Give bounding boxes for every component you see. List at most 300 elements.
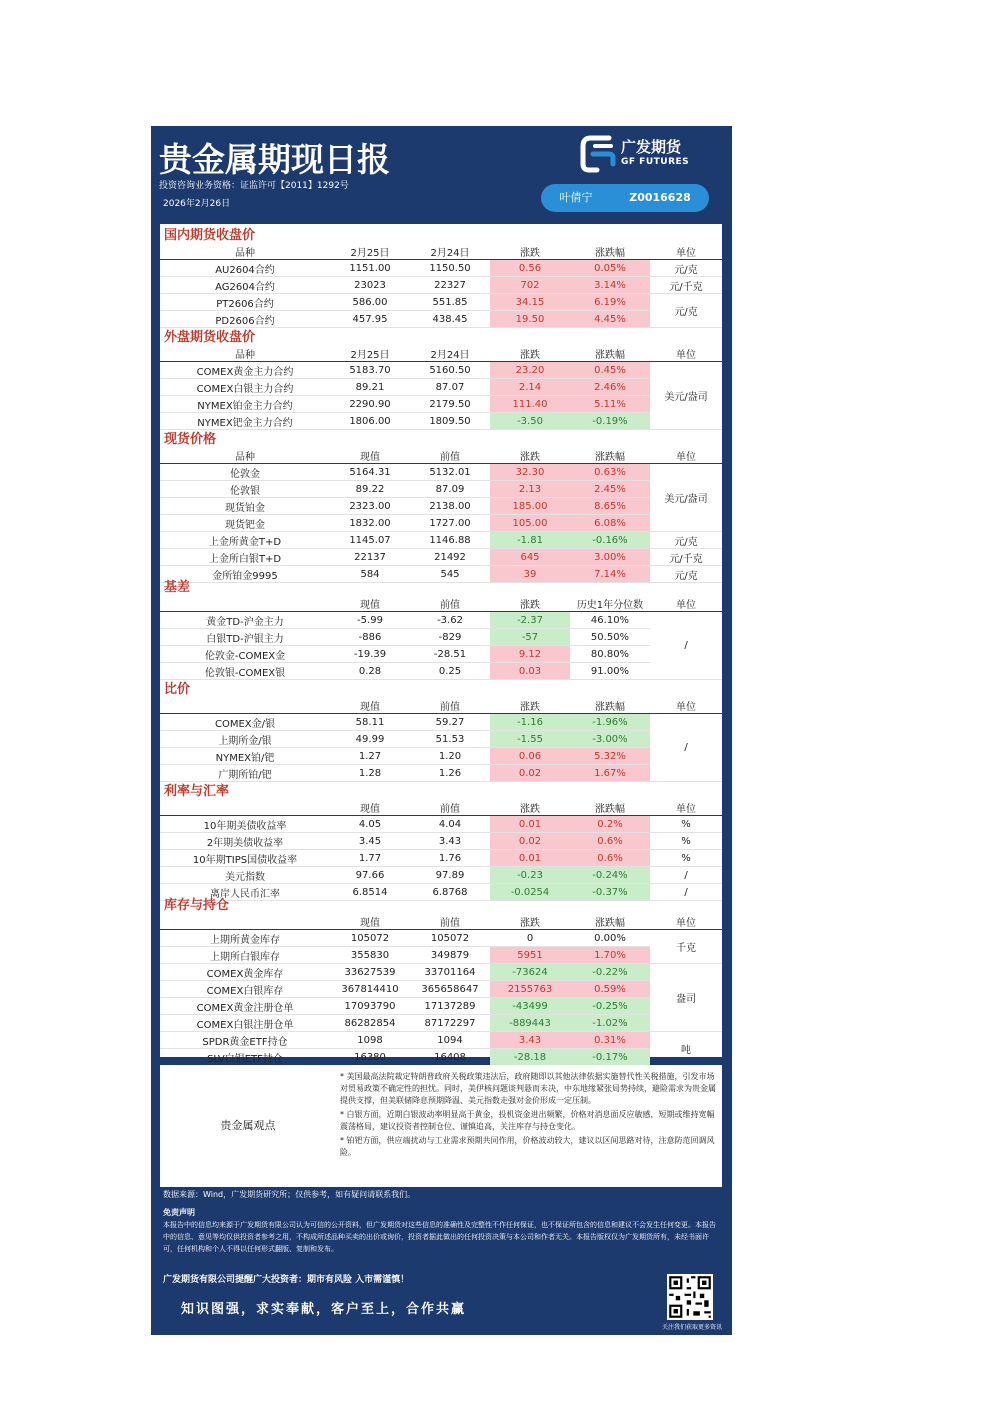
cell-value: -1.16 [490,714,570,731]
table-row [160,1015,722,1032]
cell-value: 0.01 [490,816,570,833]
cell-value: 1098 [330,1032,410,1049]
column-header: 品种 [160,448,330,464]
cell-value: 58.11 [330,714,410,731]
cell-value: 1.67% [570,765,650,782]
cell-value: -0.17% [570,1049,650,1066]
row-label: COMEX白银注册仓单 [160,1015,330,1032]
table-row [160,816,722,833]
table-header-row [160,448,722,464]
row-label: 伦敦金 [160,464,330,481]
cell-value: 2155763 [490,981,570,998]
unit-cell: % [650,833,722,850]
column-header: 涨跌 [490,244,570,260]
unit-cell: % [650,850,722,867]
cell-value: -0.37% [570,884,650,901]
table-row [160,379,722,396]
cell-value: 80.80% [570,646,650,663]
cell-value: 0.28 [330,663,410,680]
cell-value: 86282854 [330,1015,410,1032]
section-ratio [160,682,722,782]
cell-value: -0.19% [570,413,650,430]
section-rates-fx [160,784,722,901]
cell-value: 3.00% [570,549,650,566]
market-view-label: 贵金属观点 [220,1119,276,1132]
table-spot [160,448,722,583]
cell-value: 5183.70 [330,362,410,379]
disclaimer-title: 免责声明 [163,1208,195,1217]
cell-value: 7.14% [570,566,650,583]
section-basis [160,580,722,680]
column-header: 前值 [410,914,490,930]
cell-value: 23.20 [490,362,570,379]
row-label: 10年期美债收益率 [160,816,330,833]
table-rates [160,800,722,901]
cell-value: 0.59% [570,981,650,998]
cell-value: 1809.50 [410,413,490,430]
cell-value: 3.14% [570,277,650,294]
row-label: 2年期美债收益率 [160,833,330,850]
cell-value: 111.40 [490,396,570,413]
cell-value: 0.56 [490,260,570,277]
section-inventory [160,898,722,1066]
table-row [160,964,722,981]
cell-value: 0.00% [570,930,650,947]
cell-value: 457.95 [330,311,410,328]
unit-cell: 元/克 [650,532,722,549]
cell-value: 22137 [330,549,410,566]
data-tables [160,224,722,1065]
table-row [160,498,722,515]
table-row [160,998,722,1015]
table-inventory [160,914,722,1066]
unit-cell: / [650,867,722,884]
cell-value: 5951 [490,947,570,964]
row-label: SPDR黄金ETF持仓 [160,1032,330,1049]
cell-value: 1146.88 [410,532,490,549]
table-basis [160,596,722,680]
unit-cell: 千克 [650,930,722,964]
column-header: 单位 [650,346,722,362]
column-header: 单位 [650,244,722,260]
cell-value: 89.22 [330,481,410,498]
cell-value: 1.20 [410,748,490,765]
table-row [160,867,722,884]
cell-value: 17093790 [330,998,410,1015]
table-ratio [160,698,722,782]
unit-cell: / [650,714,722,782]
cell-value: 545 [410,566,490,583]
cell-value: 97.66 [330,867,410,884]
column-header: 2月25日 [330,244,410,260]
cell-value: 5160.50 [410,362,490,379]
unit-cell: / [650,884,722,901]
column-header: 现值 [330,914,410,930]
column-header: 涨跌幅 [570,448,650,464]
cell-value: 16408 [410,1049,490,1066]
cell-value: -1.96% [570,714,650,731]
row-label: 离岸人民币汇率 [160,884,330,901]
section-title: 基差 [164,580,191,595]
cell-value: 0.25 [410,663,490,680]
gf-logo-icon [579,134,617,174]
cell-value: -2.37 [490,612,570,629]
cell-value: 586.00 [330,294,410,311]
row-label: SLV白银ETF持仓 [160,1049,330,1066]
table-row [160,532,722,549]
cell-value: 59.27 [410,714,490,731]
cell-value: -43499 [490,998,570,1015]
table-row [160,930,722,947]
table-row [160,1049,722,1066]
report-panel [151,126,732,1335]
qr-caption: 关注我们获取更多资讯 [661,1324,722,1331]
cell-value: 1.28 [330,765,410,782]
cell-value: 21492 [410,549,490,566]
table-header-row [160,244,722,260]
column-header: 涨跌 [490,914,570,930]
column-header: 前值 [410,448,490,464]
row-label: COMEX黄金主力合约 [160,362,330,379]
table-row [160,612,722,629]
cell-value: 0.05% [570,260,650,277]
column-header: 现值 [330,800,410,816]
column-header: 历史1年分位数 [570,596,650,612]
section-title: 外盘期货收盘价 [164,330,256,345]
cell-value: -28.51 [410,646,490,663]
cell-value: -0.0254 [490,884,570,901]
table-header-row [160,596,722,612]
column-header: 现值 [330,698,410,714]
row-label: 现货铂金 [160,498,330,515]
row-label: 美元指数 [160,867,330,884]
company-slogan: 知识图强，求实奉献，客户至上，合作共赢 [181,1302,467,1317]
row-label: COMEX黄金库存 [160,964,330,981]
row-label: 现货钯金 [160,515,330,532]
row-label: COMEX黄金注册仓单 [160,998,330,1015]
cell-value: -57 [490,629,570,646]
cell-value: -0.16% [570,532,650,549]
table-row [160,850,722,867]
table-row [160,294,722,311]
cell-value: 367814410 [330,981,410,998]
cell-value: 33701164 [410,964,490,981]
cell-value: -1.02% [570,1015,650,1032]
row-label: 白银TD-沪银主力 [160,629,330,646]
table-row [160,731,722,748]
cell-value: 39 [490,566,570,583]
cell-value: 87.07 [410,379,490,396]
column-header [160,698,330,714]
column-header: 涨跌 [490,346,570,362]
table-row [160,464,722,481]
cell-value: 6.19% [570,294,650,311]
logo-chinese-name: 广发期货 [621,138,682,156]
cell-value: -3.50 [490,413,570,430]
cell-value: 1.70% [570,947,650,964]
column-header: 前值 [410,800,490,816]
unit-cell: / [650,612,722,680]
cell-value: 50.50% [570,629,650,646]
column-header: 涨跌幅 [570,800,650,816]
column-header: 现值 [330,596,410,612]
cell-value: 0 [490,930,570,947]
row-label: 上金所黄金T+D [160,532,330,549]
column-header: 涨跌幅 [570,698,650,714]
unit-cell: % [650,816,722,833]
column-header: 涨跌 [490,800,570,816]
table-header-row [160,800,722,816]
cell-value: -0.23 [490,867,570,884]
unit-cell: 元/克 [650,294,722,328]
table-row [160,748,722,765]
unit-cell: 盎司 [650,964,722,1032]
row-label: 黄金TD-沪金主力 [160,612,330,629]
cell-value: 0.06 [490,748,570,765]
cell-value: 0.02 [490,765,570,782]
report-title: 贵金属期现日报 [159,140,390,179]
cell-value: 5132.01 [410,464,490,481]
row-label: PD2606合约 [160,311,330,328]
table-row [160,714,722,731]
cell-value: 5.32% [570,748,650,765]
cell-value: 3.45 [330,833,410,850]
row-label: 上期所白银库存 [160,947,330,964]
table-row [160,277,722,294]
cell-value: 702 [490,277,570,294]
cell-value: 5164.31 [330,464,410,481]
cell-value: -1.55 [490,731,570,748]
data-source: 数据来源：Wind，广发期货研究所；仅供参考，如有疑问请联系我们。 [163,1190,416,1199]
cell-value: 8.65% [570,498,650,515]
cell-value: 584 [330,566,410,583]
table-domestic [160,244,722,328]
cell-value: 1.76 [410,850,490,867]
cell-value: 1.26 [410,765,490,782]
cell-value: 0.63% [570,464,650,481]
cell-value: 2.13 [490,481,570,498]
table-header-row [160,698,722,714]
unit-cell: 美元/盎司 [650,464,722,532]
cell-value: -829 [410,629,490,646]
row-label: 广期所铂/钯 [160,765,330,782]
cell-value: 2179.50 [410,396,490,413]
cell-value: -889443 [490,1015,570,1032]
cell-value: 1151.00 [330,260,410,277]
cell-value: 87.09 [410,481,490,498]
column-header: 品种 [160,244,330,260]
column-header: 涨跌幅 [570,244,650,260]
unit-cell: 元/克 [650,260,722,277]
row-label: PT2606合约 [160,294,330,311]
row-label: NYMEX铂/钯 [160,748,330,765]
cell-value: 23023 [330,277,410,294]
column-header: 前值 [410,596,490,612]
column-header: 涨跌 [490,698,570,714]
market-view-item: * 美国最高法院裁定特朗普政府关税政策违法后，政府随即以其他法律依据实施替代性关税措施，引发市场对贸易政策不确定性的担忧。同时，美伊核问题谈判悬而未决，中东地缘紧张局势持续，避险需求为贵金属提供支撑，但美联储降息预期降温、美元指数走强对金价形成一定压制。 [340,1072,716,1105]
row-label: 伦敦银 [160,481,330,498]
cell-value: 1806.00 [330,413,410,430]
table-row [160,549,722,566]
cell-value: 0.01 [490,850,570,867]
section-foreign-futures [160,330,722,430]
column-header: 2月24日 [410,346,490,362]
cell-value: 349879 [410,947,490,964]
cell-value: 2.14 [490,379,570,396]
cell-value: 2290.90 [330,396,410,413]
cell-value: 2.46% [570,379,650,396]
market-view-item: * 白银方面，近期白银波动率明显高于黄金，投机资金进出频繁，价格对消息面反应敏感，短期或维持宽幅震荡格局，建议投资者控制仓位、谨慎追高，关注库存与持仓变化。 [340,1110,715,1131]
cell-value: 0.2% [570,816,650,833]
table-row [160,260,722,277]
row-label: 上期所黄金库存 [160,930,330,947]
cell-value: 438.45 [410,311,490,328]
cell-value: 551.85 [410,294,490,311]
table-row [160,362,722,379]
report-date: 2026年2月26日 [163,199,231,209]
cell-value: 91.00% [570,663,650,680]
row-label: NYMEX钯金主力合约 [160,413,330,430]
cell-value: -0.25% [570,998,650,1015]
market-view-box [160,1065,722,1187]
column-header [160,596,330,612]
cell-value: 9.12 [490,646,570,663]
unit-cell: 元/千克 [650,549,722,566]
table-row [160,629,722,646]
unit-cell: 元/千克 [650,277,722,294]
section-title: 库存与持仓 [164,898,230,913]
column-header: 单位 [650,596,722,612]
row-label: AU2604合约 [160,260,330,277]
cell-value: 0.6% [570,850,650,867]
table-row [160,646,722,663]
cell-value: 4.05 [330,816,410,833]
cell-value: 17137289 [410,998,490,1015]
column-header: 涨跌 [490,596,570,612]
cell-value: -28.18 [490,1049,570,1066]
cell-value: -3.00% [570,731,650,748]
table-row [160,396,722,413]
cell-value: 19.50 [490,311,570,328]
unit-cell: 吨 [650,1032,722,1066]
cell-value: -886 [330,629,410,646]
column-header: 现值 [330,448,410,464]
cell-value: 2323.00 [330,498,410,515]
table-header-row [160,346,722,362]
table-row [160,765,722,782]
row-label: NYMEX铂金主力合约 [160,396,330,413]
table-row [160,981,722,998]
cell-value: -0.22% [570,964,650,981]
cell-value: -3.62 [410,612,490,629]
cell-value: 34.15 [490,294,570,311]
row-label: 金所铂金9995 [160,566,330,583]
cell-value: 2138.00 [410,498,490,515]
cell-value: 365658647 [410,981,490,998]
cell-value: 105.00 [490,515,570,532]
cell-value: -73624 [490,964,570,981]
cell-value: 46.10% [570,612,650,629]
table-row [160,413,722,430]
company-logo [579,132,729,176]
cell-value: 89.21 [330,379,410,396]
column-header: 单位 [650,914,722,930]
row-label: COMEX白银主力合约 [160,379,330,396]
cell-value: 3.43 [490,1032,570,1049]
cell-value: 6.8514 [330,884,410,901]
cell-value: 4.45% [570,311,650,328]
table-row [160,481,722,498]
table-row [160,1032,722,1049]
column-header: 单位 [650,698,722,714]
license-text: 投资咨询业务资格：证监许可【2011】1292号 [159,181,349,191]
row-label: 上期所金/银 [160,731,330,748]
section-title: 利率与汇率 [164,784,230,799]
cell-value: -19.39 [330,646,410,663]
cell-value: 6.08% [570,515,650,532]
row-label: COMEX白银库存 [160,981,330,998]
section-spot-price [160,432,722,583]
cell-value: 87172297 [410,1015,490,1032]
cell-value: -5.99 [330,612,410,629]
cell-value: 51.53 [410,731,490,748]
column-header: 2月25日 [330,346,410,362]
cell-value: 1727.00 [410,515,490,532]
row-label: COMEX金/银 [160,714,330,731]
cell-value: 5.11% [570,396,650,413]
cell-value: 4.04 [410,816,490,833]
column-header: 品种 [160,346,330,362]
cell-value: 97.89 [410,867,490,884]
column-header: 单位 [650,448,722,464]
cell-value: 3.43 [410,833,490,850]
column-header: 涨跌幅 [570,914,650,930]
disclaimer-text: 本报告中的信息均来源于广发期货有限公司认为可信的公开资料，但广发期货对这些信息的准确性及完整性不作任何保证，也不保证所包含的信息和建议不会发生任何变更。本报告中的信息、意见等均仅供投资者参考之用，不构成所述品种买卖的出价或询价，投资者据此做出的任何投资决策与本公司和作者无关。本报告版权仅为广发期货所有，未经书面许可，任何机构和个人不得以任何形式翻版、复制和发布。 [163,1221,716,1253]
author-badge [541,184,709,212]
cell-value: 355830 [330,947,410,964]
table-row [160,833,722,850]
table-row [160,663,722,680]
table-row [160,515,722,532]
unit-cell: 美元/盎司 [650,362,722,430]
logo-english-name: GF FUTURES [621,157,690,167]
cell-value: 105072 [410,930,490,947]
qr-code-icon[interactable] [667,1274,713,1320]
unit-cell: 元/克 [650,566,722,583]
cell-value: 0.6% [570,833,650,850]
column-header [160,800,330,816]
author-license-id: Z0016628 [629,191,691,204]
cell-value: -1.81 [490,532,570,549]
cell-value: 49.99 [330,731,410,748]
cell-value: 0.31% [570,1032,650,1049]
market-view-list [340,1071,718,1161]
row-label: 上金所白银T+D [160,549,330,566]
section-title: 比价 [164,682,191,697]
cell-value: 22327 [410,277,490,294]
cell-value: 0.03 [490,663,570,680]
author-name: 叶倩宁 [559,191,593,204]
cell-value: 0.45% [570,362,650,379]
cell-value: 16380 [330,1049,410,1066]
column-header: 2月24日 [410,244,490,260]
risk-warning: 广发期货有限公司提醒广大投资者：期市有风险 入市需谨慎！ [163,1275,410,1285]
row-label: 伦敦银-COMEX银 [160,663,330,680]
cell-value: 6.8768 [410,884,490,901]
table-header-row [160,914,722,930]
cell-value: 105072 [330,930,410,947]
cell-value: 32.30 [490,464,570,481]
